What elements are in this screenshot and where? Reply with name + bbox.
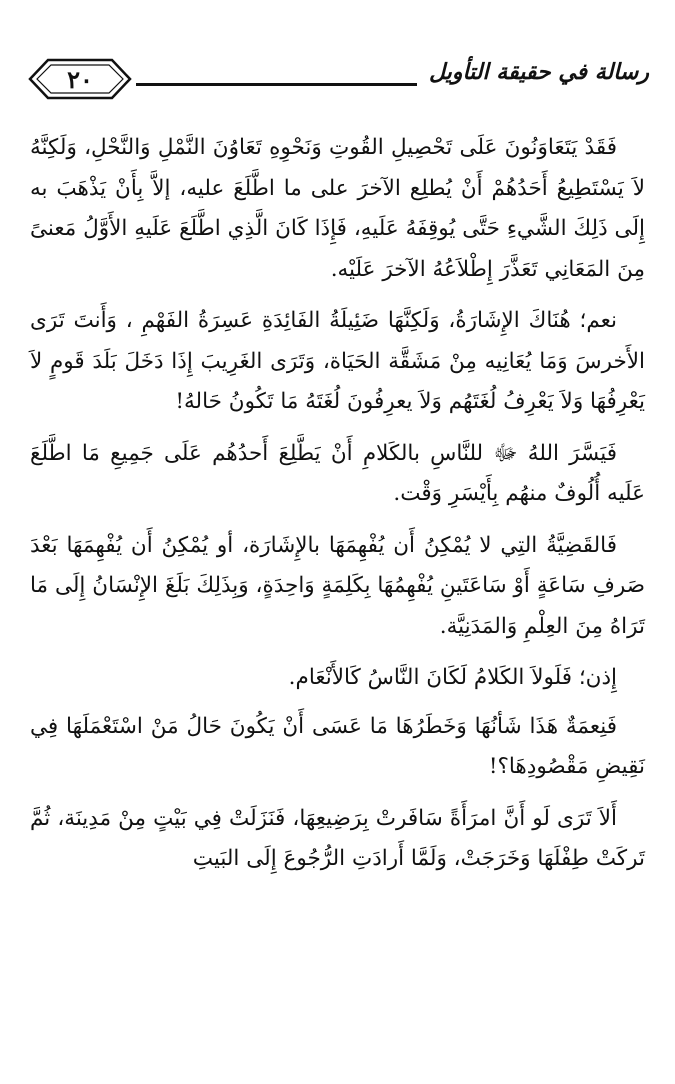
- paragraph: نعم؛ هُنَاكَ الإِشَارَةُ، وَلَكِنَّهَا ضَئِيلَةُ الفَائِدَةِ عَسِرَةُ الفَهْمِ ، وَأَنتَ تَرَى الأَخرسَ وَمَا يُعَانِيه مِنْ مَشَقَّة الحَيَاة، وَتَرَى الغَرِيبَ إِذَا دَخَلَ بَلَدَ قَومٍ لاَ يَعْرِفُهَا وَلاَ يَعْرِفُ لُغَتَهُم وَلاَ يعرِفُونَ لُغَتَهُ مَا تَكُونُ حَالهُ!: [30, 308, 645, 414]
- body-text: [30, 128, 645, 1064]
- page-number: ٢٠: [67, 64, 93, 94]
- paragraph: إِذن؛ فَلَولاَ الكَلامُ لَكَانَ النَّاسُ كَالأَنْعَام.: [288, 665, 617, 690]
- page-header: [26, 52, 649, 112]
- paragraph: فَنِعمَةٌ هَذَا شَأنُهَا وَخَطَرُهَا مَا عَسَى أَنْ يَكُونَ حَالُ مَنْ اسْتَعْمَلَهَا فِي نَقِيضِ مَقْصُودِهَا؟!: [30, 713, 645, 779]
- paragraph: فَالقَضِيَّةُ التِي لا يُمْكِنُ أَن يُفْهِمَهَا بالإِشَارَة، أو يُمْكِنُ أَن يُفْهِمَهَا بَعْدَ صَرفِ سَاعَةٍ أَوْ سَاعَتَينِ يُفْهِمُهَا بِكَلِمَةٍ وَاحِدَةٍ، وَبِذَلِكَ بَلَغَ الإِنْسَانُ إِلَى مَا تَرَاهُ مِنَ العِلْمِ وَالمَدَنِيَّة.: [30, 532, 645, 639]
- running-title: رسالة في حقيقة التأويل: [417, 52, 649, 92]
- paragraph: أَلاَ تَرَى لَو أَنَّ امرَأَةً سَافَرتْ بِرَضِيعِهَا، فَنَزَلَتْ فِي بَيْتٍ مِنْ مَدِينَة، ثُمَّ تَركَتْ طِفْلَهَا وَخَرَجَتْ، وَلَمَّا أَرادَتِ الرُّجُوعَ إِلَى البَيتِ: [30, 805, 645, 871]
- paragraph: فَقَدْ يَتَعَاوَنُونَ عَلَى تَحْصِيلِ القُوتِ وَنَحْوِهِ تَعَاوُنَ النَّمْلِ وَالنَّحْلِ، وَلَكِنَّهُ لاَ يَسْتَطِيعُ أَحَدُهُمْ أَنْ يُطلِع الآخرَ على ما اطَّلَعَ عليه، إلاَّ بِأَنْ يَذْهَبَ به إِلَى ذَلِكَ الشَّيءِ حَتَّى يُوقِفَهُ عَلَيهِ، فَإِذَا كَانَ الَّذِي اطَّلَعَ عَلَيهِ الأَوَّلُ مَعنىً مِنَ المَعَانِي تَعَذَّرَ إِطْلاَعُهُ الآخرَ عَلَيْه.: [30, 135, 645, 282]
- page-number-badge: [26, 56, 134, 102]
- paragraph: فَيَسَّرَ اللهُ ﷻ للنَّاسِ بالكَلامِ أَنْ يَطَّلِعَ أَحدُهُم عَلَى جَمِيعِ مَا اطَّلَعَ عَلَيه أُلُوفٌ منهُم بِأَيْسَرِ وَقْت.: [30, 440, 645, 506]
